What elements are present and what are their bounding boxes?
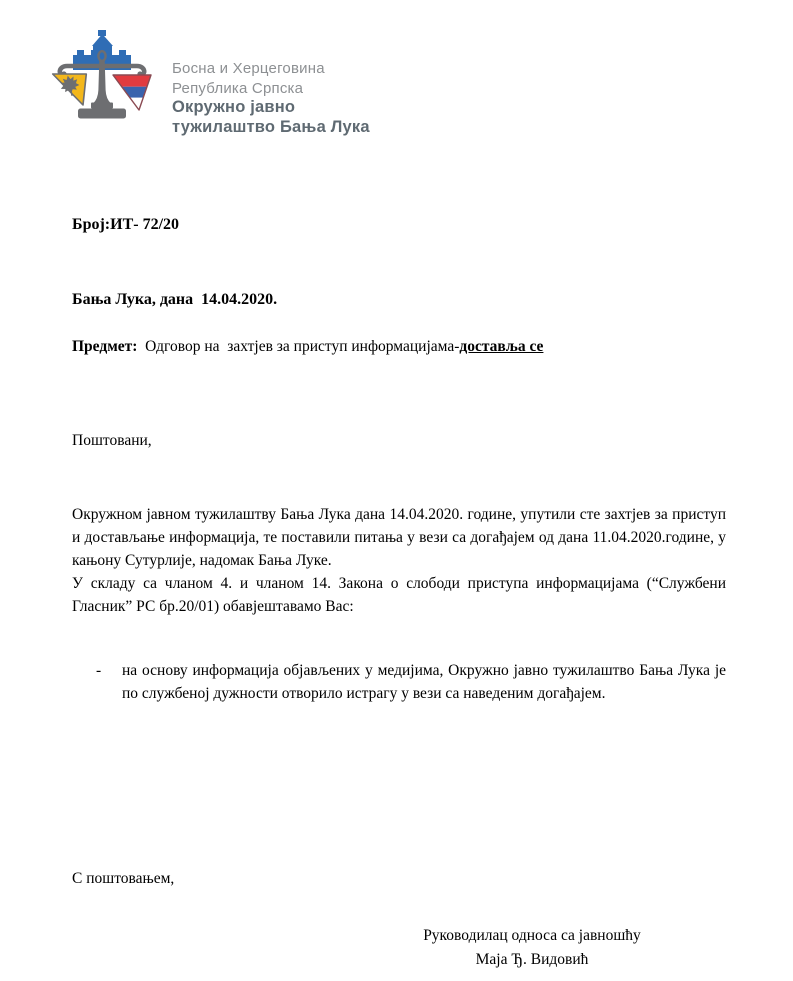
letterhead-text [172,59,370,137]
letterhead-entity: Република Српска [172,79,304,97]
yellow-pennant [53,74,87,105]
bullet-marker: - [96,662,102,679]
reference-block [72,162,277,362]
flag-pennant [113,75,151,110]
salutation: Поштовани, [72,432,152,449]
bullet-text: на основу информација објављених у медијима, Окружно јавно тужилаштво Бања Лука је по службеној дужности отворило истрагу у вези са наведеним догађајем. [122,662,726,702]
body-paragraphs [72,503,726,618]
place-and-date: Бања Лука, дана 14.04.2020. [72,291,278,308]
letterhead-country: Босна и Херцеговина [172,60,325,77]
subject-label: Предмет: [72,338,138,355]
signer-title: Руководилац односа са јавношћу [423,927,641,944]
letterhead-institution-line1: Окружно јавно [172,98,296,116]
signer-name: Маја Ђ. Видовић [475,951,589,968]
reference-number: Број:ИТ- 72/20 [72,216,180,233]
letterhead-institution-line2: тужилаштво Бања Лука [172,117,370,136]
prosecutor-office-coat-of-arms-icon [50,30,154,128]
subject-text: Одговор на захтјев за приступ информацијама- [137,338,460,355]
paragraph-request-info: Окружном јавном тужилаштву Бања Лука дана 14.04.2020. године, упутили сте захтјев за приступ и достављање информација, те поставили питања у вези са догађајем од дана 11.04.2020.године, у кањону Сутурлије, надомак Бања Луке. [72,506,726,569]
paragraph-law-reference: У складу са чланом 4. и чланом 14. Закона о слободи приступа информацијама (“Службени Гласник” РС бр.20/01) обавјештавамо Вас: [72,575,726,615]
subject-emphasis: доставља се [459,338,544,355]
bullet-item [72,659,726,705]
subject-line [72,338,752,356]
signature-block [400,924,664,972]
closing: С поштовањем, [72,870,175,887]
